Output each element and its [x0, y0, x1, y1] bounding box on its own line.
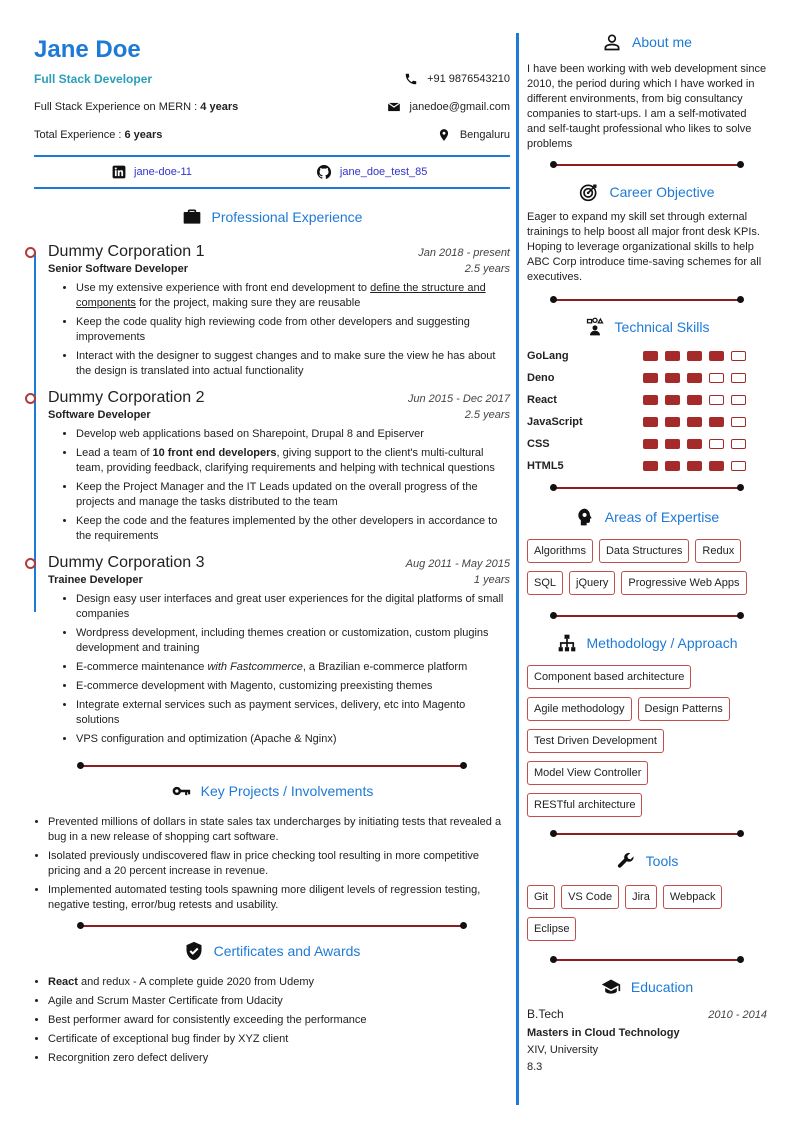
- masters-degree: Masters in Cloud Technology: [527, 1027, 680, 1039]
- list-item: • Design easy user interfaces and great user experiences for the digital platforms of small companies: [76, 592, 510, 622]
- tools-tags: [527, 885, 767, 941]
- education-heading-text: Education: [630, 979, 694, 995]
- list-item: [76, 281, 510, 311]
- tool-tag: Jira: [625, 885, 657, 909]
- list-item: • Integrate external services such as payment services, delivery, etc into Magento solutions: [76, 698, 510, 728]
- column-separator: [516, 33, 519, 1105]
- list-item: • Best performer award for consistently exceeding the performance: [48, 1013, 510, 1028]
- bullet-text: , a Brazilian e-commerce platform: [302, 661, 468, 673]
- left-column: [34, 30, 510, 1070]
- methodology-tag: Model View Controller: [527, 761, 648, 785]
- list-item: • Keep the code quality high reviewing code from other developers and suggesting improvements: [76, 315, 510, 345]
- list-item: [76, 446, 510, 476]
- cert-text: and redux - A complete guide 2020 from Udemy: [77, 976, 314, 988]
- methodology-tag: RESTful architecture: [527, 793, 642, 817]
- rating-filled: [665, 439, 680, 449]
- methodology-tag: Design Patterns: [638, 697, 730, 721]
- job-duration: 1 years: [473, 574, 510, 586]
- bullet-text: Lead a team of: [76, 447, 153, 459]
- rating-empty: [709, 439, 724, 449]
- shield-check-icon: [184, 941, 204, 961]
- job-bullets: [48, 281, 510, 379]
- education-years: 2010 - 2014: [708, 1009, 767, 1021]
- total-value: 6 years: [124, 129, 163, 141]
- education-heading: [527, 977, 767, 997]
- email-address[interactable]: janedoe@gmail.com: [409, 101, 510, 113]
- target-icon: [579, 182, 599, 202]
- github-icon: [316, 164, 332, 180]
- header-row-1: [34, 65, 510, 93]
- education-entry: [527, 1007, 767, 1073]
- sitemap-icon: [557, 633, 577, 653]
- skill-name: JavaScript: [527, 416, 583, 428]
- list-item: • Certificate of exceptional bug finder by XYZ client: [48, 1032, 510, 1047]
- list-item: • Keep the code and the features implemented by the other developers in accordance to the requirements: [76, 514, 510, 544]
- certificates-heading: [34, 941, 510, 961]
- graduation-cap-icon: [601, 977, 621, 997]
- rating-empty: [731, 461, 746, 471]
- job-role: Trainee Developer: [48, 574, 143, 586]
- mern-label: Full Stack Experience on MERN :: [34, 101, 201, 113]
- skill-row: [527, 345, 767, 367]
- tools-heading: [527, 851, 767, 871]
- candidate-name: Jane Doe: [34, 36, 141, 63]
- bullet-bold: 10 front end developers: [152, 447, 277, 459]
- company-name: Dummy Corporation 3: [48, 554, 205, 571]
- section-divider: [77, 921, 467, 931]
- skill-name: HTML5: [527, 460, 564, 472]
- job-title: Full Stack Developer: [34, 72, 153, 86]
- rating-filled: [643, 395, 658, 405]
- header-row-3: [34, 121, 510, 149]
- expertise-tag: jQuery: [569, 571, 615, 595]
- experience-heading-text: Professional Experience: [211, 209, 363, 225]
- phone-icon: [404, 72, 418, 86]
- envelope-icon: [387, 100, 401, 114]
- tools-heading-text: Tools: [645, 853, 679, 869]
- rating-filled: [643, 439, 658, 449]
- rating-filled: [665, 351, 680, 361]
- skill-name: Deno: [527, 372, 555, 384]
- skill-name: GoLang: [527, 350, 569, 362]
- header-row-2: [34, 93, 510, 121]
- skills-heading-text: Technical Skills: [614, 319, 710, 335]
- projects-list: [34, 815, 510, 913]
- timeline-dot: [25, 393, 36, 404]
- skills-list: [527, 345, 767, 477]
- rating-filled: [643, 461, 658, 471]
- degree: B.Tech: [527, 1007, 564, 1021]
- phone-number[interactable]: +91 9876543210: [427, 73, 510, 85]
- list-item: • Agile and Scrum Master Certificate from Udacity: [48, 994, 510, 1009]
- rating-empty: [709, 395, 724, 405]
- expertise-tag: Progressive Web Apps: [621, 571, 746, 595]
- skill-rating: [643, 395, 746, 405]
- list-item: • Prevented millions of dollars in state sales tax undercharges by initiating tests that revealed a bug in a new release of shopping cart software.: [48, 815, 510, 845]
- list-item: • Wordpress development, including themes creation or customization, custom plugins development and training: [76, 626, 510, 656]
- tool-tag: Eclipse: [527, 917, 576, 941]
- bullet-text: E-commerce maintenance: [76, 661, 208, 673]
- list-item: [48, 975, 510, 990]
- rating-filled: [687, 373, 702, 383]
- total-label: Total Experience :: [34, 129, 125, 141]
- expertise-heading: [527, 507, 767, 527]
- list-item: • Implemented automated testing tools spawning more diligent levels of regression testing, negative testing, error/bug retests and usability.: [48, 883, 510, 913]
- timeline-dot: [25, 558, 36, 569]
- rating-filled: [665, 417, 680, 427]
- list-item: • Recorgnition zero defect delivery: [48, 1051, 510, 1066]
- about-heading-text: About me: [632, 34, 692, 50]
- rating-empty: [709, 373, 724, 383]
- about-heading: [527, 32, 767, 52]
- certificates-heading-text: Certificates and Awards: [213, 943, 361, 959]
- bullet-underline: define the structure and components: [76, 282, 486, 309]
- methodology-tag: Agile methodology: [527, 697, 632, 721]
- expertise-tags: [527, 539, 767, 595]
- mern-value: 4 years: [200, 101, 239, 113]
- location: Bengaluru: [459, 129, 510, 141]
- job-dates: Jun 2015 - Dec 2017: [407, 393, 510, 405]
- timeline-dot: [25, 247, 36, 258]
- email-info: [387, 100, 510, 114]
- expertise-tag: SQL: [527, 571, 563, 595]
- bullet-text: Use my extensive experience with front end development to: [76, 282, 371, 294]
- rating-filled: [687, 461, 702, 471]
- right-column: [527, 30, 767, 1073]
- tool-tag: VS Code: [561, 885, 619, 909]
- section-divider: [550, 829, 744, 839]
- objective-text: Eager to expand my skill set through external trainings to help boost all major front desk KPIs. Hoping to leverage organizational skills to help ABC Corp introduce time-saving schemes for all executives.: [527, 211, 762, 283]
- skill-row: [527, 389, 767, 411]
- section-divider: [550, 483, 744, 493]
- job-entry: [34, 554, 510, 747]
- list-item: • Keep the Project Manager and the IT Leads updated on the overall progress of the projects and manage the tasks distributed to the team: [76, 480, 510, 510]
- rating-filled: [687, 417, 702, 427]
- bullet-text: for the project, making sure they are reusable: [135, 297, 361, 309]
- expertise-tag: Redux: [695, 539, 741, 563]
- skill-name: CSS: [527, 438, 550, 450]
- rating-filled: [709, 351, 724, 361]
- skill-rating: [643, 373, 746, 383]
- rating-empty: [731, 439, 746, 449]
- methodology-heading: [527, 633, 767, 653]
- user-icon: [602, 32, 622, 52]
- tool-tag: Webpack: [663, 885, 723, 909]
- rating-filled: [643, 351, 658, 361]
- objective-heading-text: Career Objective: [609, 184, 715, 200]
- job-entry: [34, 243, 510, 379]
- rating-filled: [709, 461, 724, 471]
- mern-experience: [34, 101, 238, 113]
- list-item: [76, 660, 510, 675]
- certificates-list: [34, 975, 510, 1066]
- job-dates: Jan 2018 - present: [418, 247, 510, 259]
- social-links: [34, 155, 510, 189]
- projects-heading-text: Key Projects / Involvements: [200, 783, 374, 799]
- projects-heading: [34, 781, 510, 801]
- expertise-tag: Algorithms: [527, 539, 593, 563]
- job-role: Software Developer: [48, 409, 151, 421]
- skill-rating: [643, 417, 746, 427]
- methodology-tag: Component based architecture: [527, 665, 691, 689]
- list-item: • VPS configuration and optimization (Apache & Nginx): [76, 732, 510, 747]
- skill-rating: [643, 439, 746, 449]
- job-duration: 2.5 years: [464, 263, 510, 275]
- expertise-tag: Data Structures: [599, 539, 689, 563]
- rating-filled: [709, 417, 724, 427]
- expertise-heading-text: Areas of Expertise: [604, 509, 720, 525]
- methodology-tags: [527, 665, 767, 817]
- section-divider: [77, 761, 467, 771]
- rating-filled: [643, 417, 658, 427]
- linkedin-icon: [112, 165, 126, 179]
- phone-info: [404, 72, 510, 86]
- company-name: Dummy Corporation 2: [48, 389, 205, 406]
- rating-empty: [731, 351, 746, 361]
- section-divider: [550, 295, 744, 305]
- skill-row: [527, 367, 767, 389]
- linkedin-handle: jane-doe-11: [134, 166, 192, 178]
- rating-filled: [665, 373, 680, 383]
- section-divider: [550, 160, 744, 170]
- score: 8.3: [527, 1061, 543, 1073]
- section-divider: [550, 611, 744, 621]
- key-icon: [171, 781, 191, 801]
- skills-heading: [527, 317, 767, 337]
- rating-filled: [665, 395, 680, 405]
- job-role: Senior Software Developer: [48, 263, 188, 275]
- github-link[interactable]: [316, 164, 427, 180]
- skill-rating: [643, 351, 746, 361]
- job-duration: 2.5 years: [464, 409, 510, 421]
- section-divider: [550, 955, 744, 965]
- tool-tag: Git: [527, 885, 555, 909]
- brain-head-icon: [575, 507, 595, 527]
- rating-filled: [643, 373, 658, 383]
- job-entry: [34, 389, 510, 544]
- bullet-text: , giving support to the client's multi-cultural team, providing feedback, clarifying requirements and helping with technical questions: [76, 447, 495, 474]
- methodology-tag: Test Driven Development: [527, 729, 664, 753]
- skill-rating: [643, 461, 746, 471]
- rating-filled: [687, 351, 702, 361]
- university: XIV, University: [527, 1044, 599, 1056]
- about-text: I have been working with web development since 2010, the period during which I have worked in different environments, from big consultancy companies to start-ups. I am a self-motivated and self-taught professional who likes to solve problems: [527, 63, 767, 150]
- rating-filled: [687, 395, 702, 405]
- total-experience: [34, 129, 162, 141]
- bullet-italic: with Fastcommerce: [207, 661, 303, 673]
- list-item: • Isolated previously undiscovered flaw in price checking tool resulting in more competitive pricing and a 20 percent increase in revenue.: [48, 849, 510, 879]
- skills-icon: [585, 317, 605, 337]
- objective-heading: [527, 182, 767, 202]
- list-item: • Interact with the designer to suggest changes and to make sure the view he has about the design is translated into actual functionality: [76, 349, 510, 379]
- rating-empty: [731, 395, 746, 405]
- briefcase-icon: [182, 207, 202, 227]
- rating-empty: [731, 417, 746, 427]
- job-bullets: [48, 427, 510, 544]
- company-name: Dummy Corporation 1: [48, 243, 205, 260]
- list-item: • Develop web applications based on Sharepoint, Drupal 8 and Episerver: [76, 427, 510, 442]
- skill-row: [527, 455, 767, 477]
- location-info: [437, 128, 510, 142]
- rating-filled: [665, 461, 680, 471]
- linkedin-link[interactable]: [112, 165, 192, 179]
- github-handle: jane_doe_test_85: [339, 166, 428, 178]
- rating-empty: [731, 373, 746, 383]
- list-item: • E-commerce development with Magento, customizing preexisting themes: [76, 679, 510, 694]
- methodology-heading-text: Methodology / Approach: [586, 635, 738, 651]
- cert-bold: React: [48, 976, 78, 988]
- skill-row: [527, 411, 767, 433]
- job-bullets: [48, 592, 510, 747]
- rating-filled: [687, 439, 702, 449]
- map-pin-icon: [437, 128, 451, 142]
- experience-heading: [34, 207, 510, 227]
- skill-row: [527, 433, 767, 455]
- job-dates: Aug 2011 - May 2015: [405, 558, 510, 570]
- skill-name: React: [527, 394, 557, 406]
- wrench-icon: [616, 851, 636, 871]
